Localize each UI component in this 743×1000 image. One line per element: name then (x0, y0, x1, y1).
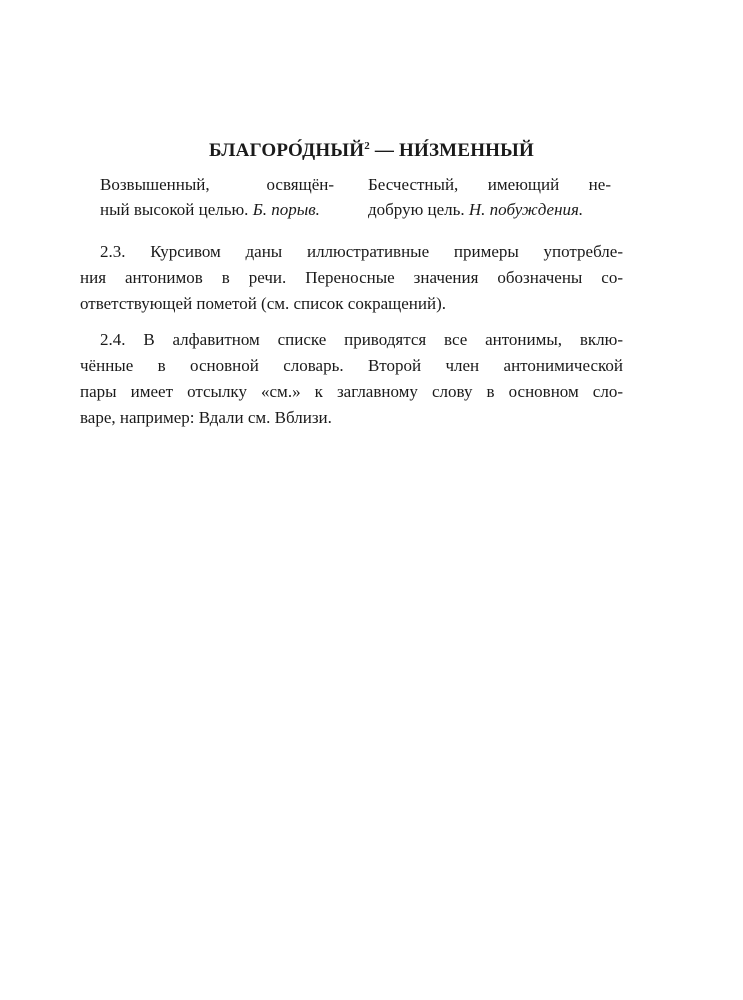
definition-right-line-2 (368, 197, 611, 222)
headword-2: НИ́ЗМЕННЫЙ (399, 140, 534, 161)
definition-right-line-1: Бесчестный, имеющий не- (368, 175, 611, 194)
definition-right (368, 172, 611, 222)
headword-1: БЛАГОРО́ДНЫЙ (209, 140, 365, 161)
definition-left-text: ный высокой целью. (100, 200, 253, 219)
paragraph-2-4-line-3: пары имеет отсылку «см.» к заглавному слову в основном сло- (80, 382, 623, 401)
paragraph-2-4-line-1: 2.4. В алфавитном списке приводятся все антонимы, вклю- (100, 330, 623, 349)
example-left: Б. порыв. (252, 200, 320, 219)
heading-dash: — (369, 140, 399, 161)
definition-left-line-2 (100, 197, 334, 222)
definition-left (100, 172, 334, 222)
paragraph-2-4-line-4: варе, например: Вдали см. Вблизи. (80, 408, 332, 427)
definition-left-line-1: Возвышенный, освящён- (100, 175, 334, 194)
example-right: Н. побуждения. (468, 200, 584, 219)
paragraph-2-4 (80, 327, 623, 431)
entry-heading (0, 140, 743, 162)
paragraph-2-3-line-1: 2.3. Курсивом даны иллюстративные примеры употребле- (100, 242, 623, 261)
paragraph-2-3-line-2: ния антонимов в речи. Переносные значения обозначены со- (80, 268, 623, 287)
paragraph-2-4-line-2: чённые в основной словарь. Второй член антонимической (80, 356, 623, 375)
paragraph-2-3-line-3: ответствующей пометой (см. список сокращений). (80, 294, 446, 313)
definition-right-text: добрую цель. (368, 200, 469, 219)
homonym-superscript: 2 (364, 140, 370, 152)
paragraph-2-3 (80, 239, 623, 317)
